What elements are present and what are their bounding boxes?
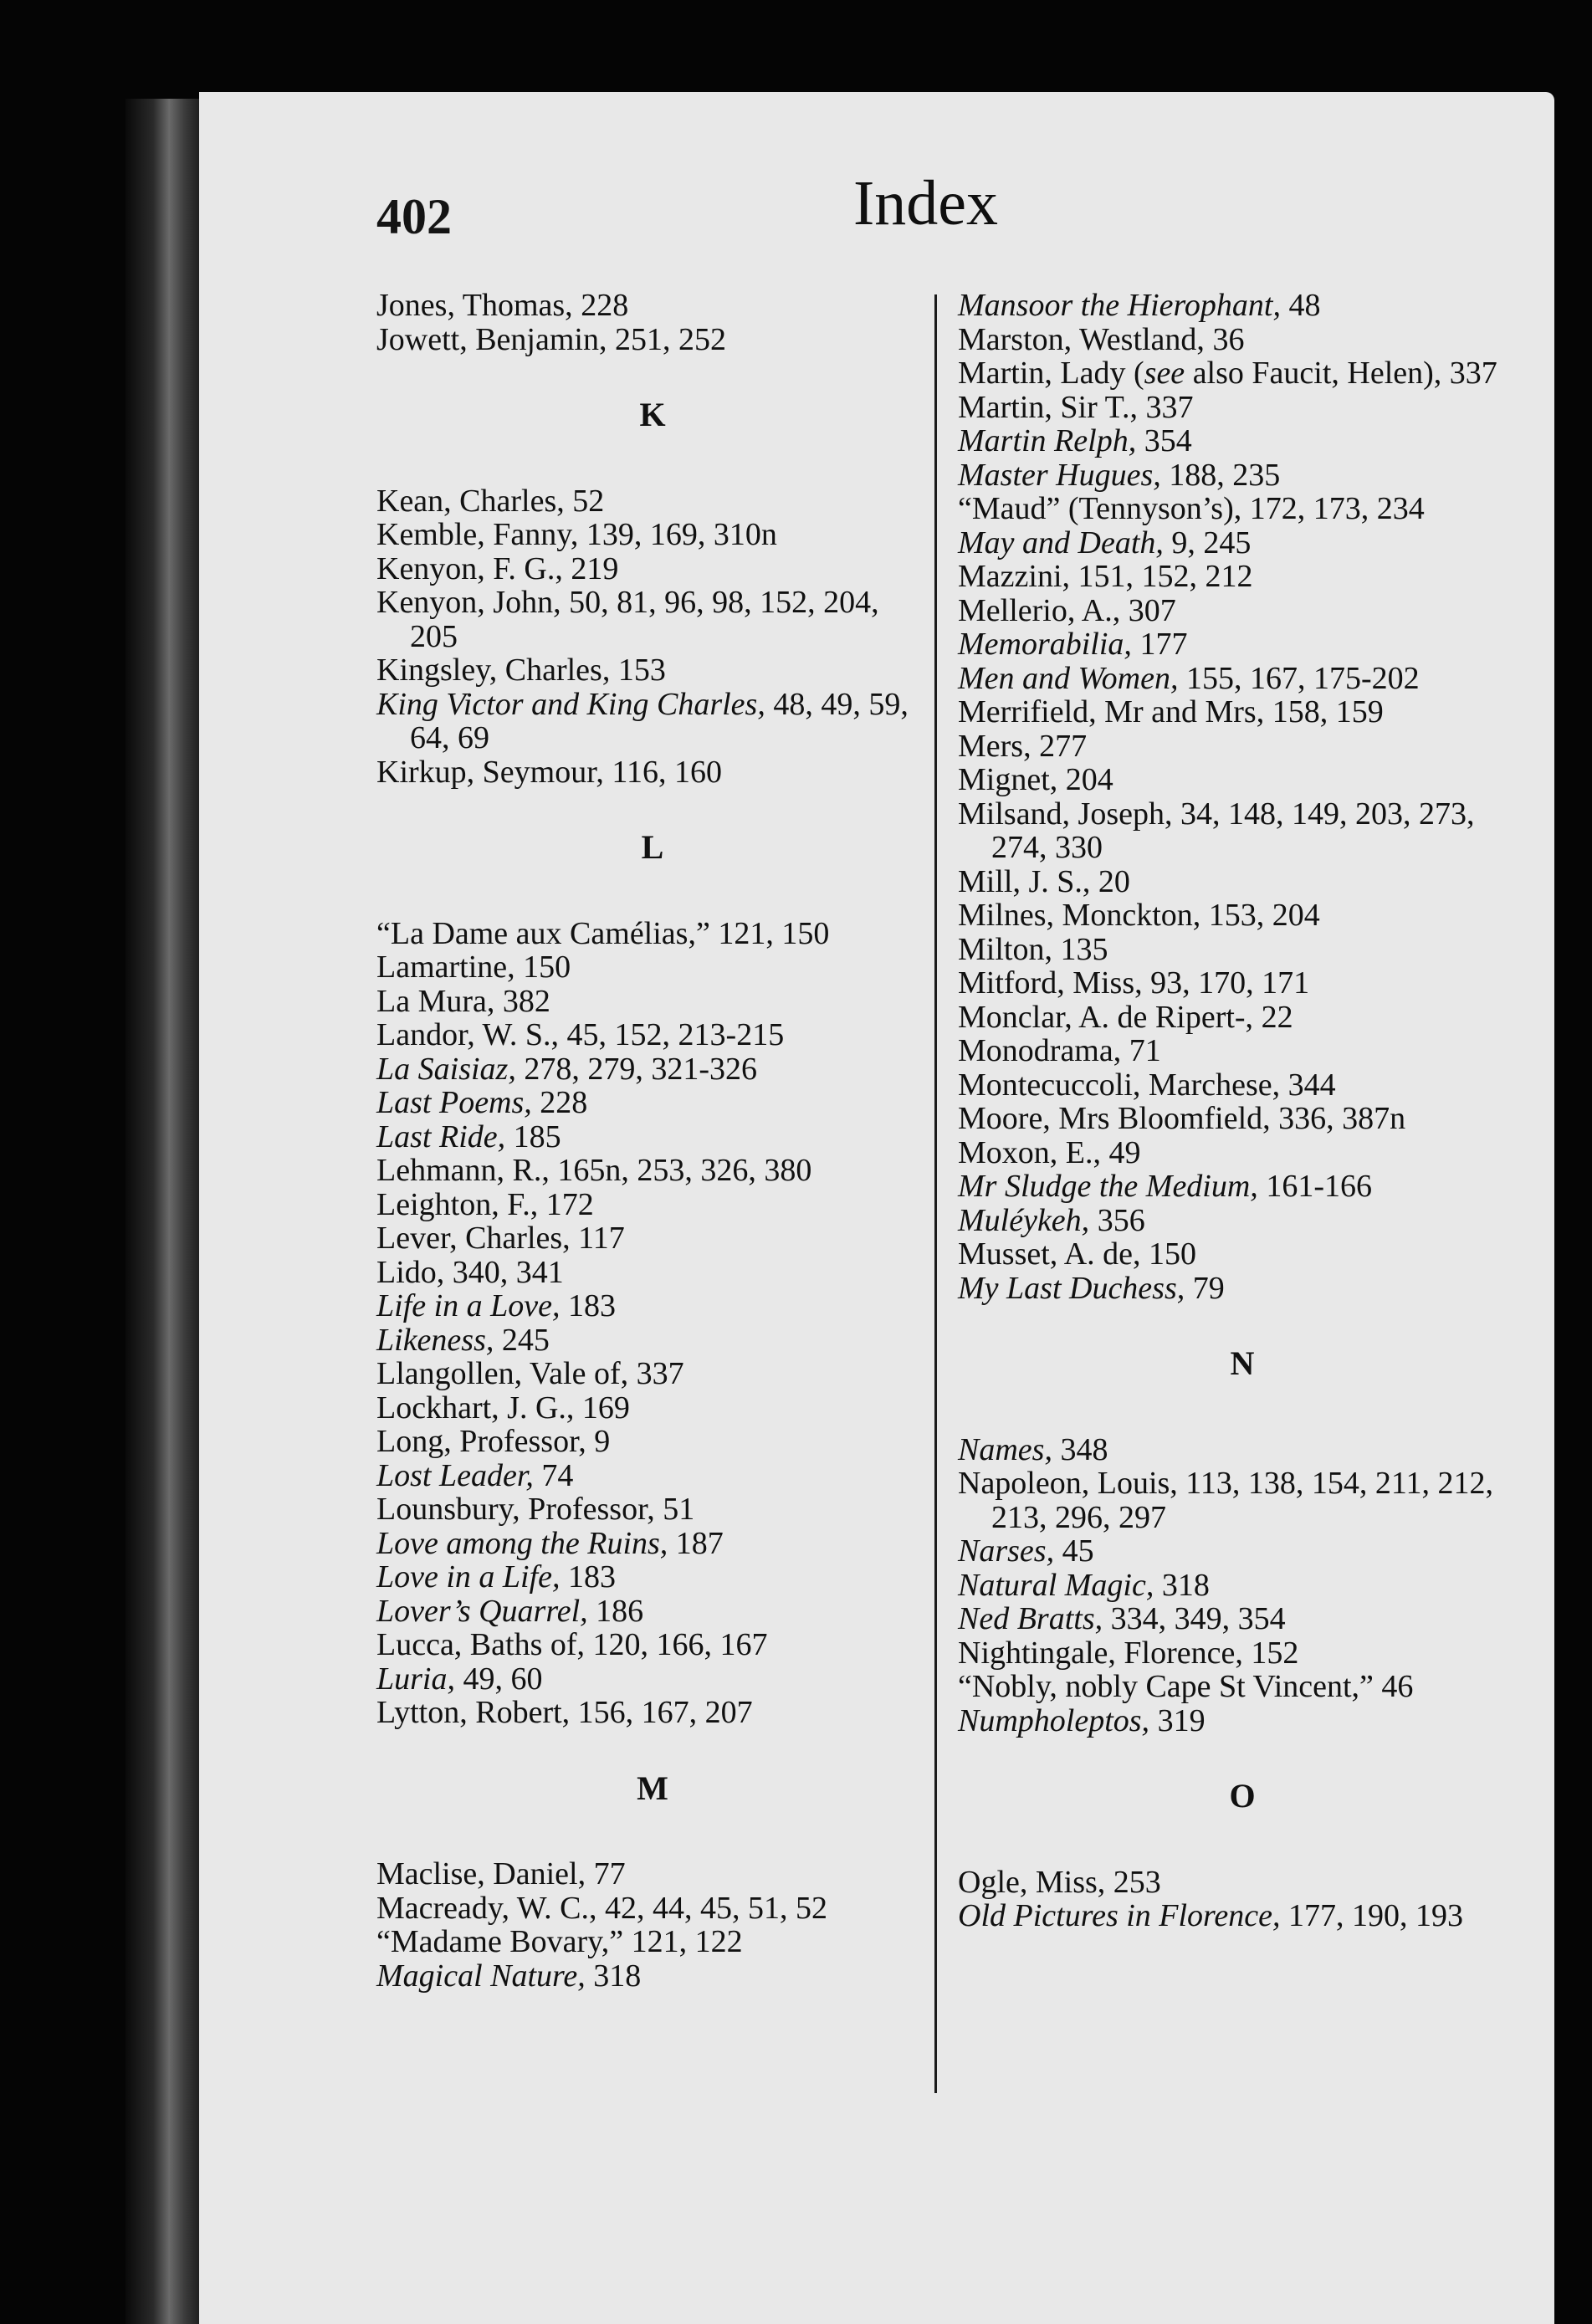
entry-title: Names, [958, 1431, 1052, 1467]
entry-name: “Madame Bovary,” [376, 1924, 624, 1959]
entry-name: Kenyon, John, [376, 585, 561, 620]
entry-title: Muléykeh, [958, 1202, 1090, 1238]
index-entry [376, 1527, 929, 1561]
entry-name: Lounsbury, Professor, [376, 1492, 655, 1527]
entry-name: Marston, Westland, [958, 321, 1205, 357]
entry-page-refs: 185 [513, 1118, 561, 1154]
entry-title: Love in a Life, [376, 1559, 561, 1595]
entry-page-refs: 165n, 253, 326, 380 [557, 1153, 812, 1188]
index-entry [958, 627, 1527, 662]
entry-page-refs: 382 [502, 983, 550, 1019]
index-entry [958, 1102, 1527, 1136]
entry-name: “Maud” (Tennyson’s), [958, 491, 1242, 526]
entry-page-refs: 150 [1149, 1236, 1196, 1272]
entry-name: Moore, Mrs Bloomfield, [958, 1101, 1271, 1136]
page-number: 402 [376, 189, 452, 244]
entry-name: Napoleon, Louis, [958, 1466, 1178, 1501]
entry-name: Leighton, F., [376, 1186, 539, 1222]
entry-page-refs: 278, 279, 321-326 [524, 1051, 757, 1087]
index-entry [958, 1670, 1527, 1704]
entry-page-refs: 74 [541, 1457, 574, 1493]
entry-page-refs: 228 [581, 288, 629, 323]
entry-page-refs: 121, 122 [631, 1924, 743, 1959]
index-entry [958, 356, 1527, 391]
entry-name: Lockhart, J. G., [376, 1390, 575, 1426]
entry-page-refs: 22 [1261, 999, 1293, 1035]
entry-name: Merrifield, Mr and Mrs, [958, 694, 1265, 729]
index-entry [958, 1534, 1527, 1569]
entry-page-refs: 153 [617, 653, 666, 688]
index-entry [958, 526, 1527, 561]
entry-page-refs: 139, 169, 310n [586, 517, 777, 552]
entry-page-refs: 52 [572, 483, 605, 519]
index-entry [376, 755, 929, 790]
index-entry [376, 1086, 929, 1120]
index-column-right [958, 289, 1527, 1933]
entry-page-refs: 334, 349, 354 [1110, 1601, 1286, 1636]
entry-name: Monclar, A. de Ripert-, [958, 999, 1254, 1035]
entry-page-refs: 318 [593, 1958, 642, 1994]
entry-page-refs: 307 [1128, 592, 1176, 628]
index-entry [958, 1899, 1527, 1933]
entry-name: Kingsley, Charles, [376, 653, 611, 688]
index-entry [958, 1034, 1527, 1068]
entry-title: Last Poems, [376, 1085, 532, 1120]
entry-page-refs: 9 [594, 1424, 611, 1459]
index-entry [376, 323, 929, 357]
entry-page-refs: 156, 167, 207 [577, 1695, 753, 1730]
entry-page-refs: 219 [571, 550, 619, 586]
page-title: Index [853, 168, 999, 238]
index-entry [958, 1866, 1527, 1900]
index-entry [376, 552, 929, 586]
section-letter: K [639, 396, 666, 433]
index-entry [958, 797, 1527, 865]
index-entry [376, 1391, 929, 1426]
entry-page-refs: 116, 160 [612, 754, 722, 790]
entry-page-refs: 337 [1449, 356, 1497, 391]
entry-page-refs: 113, 138, 154, 211, 212, 213, 296, 297 [991, 1466, 1493, 1535]
index-entry [958, 1204, 1527, 1238]
index-entry [958, 1136, 1527, 1170]
entry-name: Milsand, Joseph, [958, 796, 1173, 832]
entry-name: Kean, Charles, [376, 483, 565, 519]
entry-page-refs: 45 [1062, 1533, 1094, 1569]
section-letter: M [637, 1769, 668, 1807]
entry-name-cont: also Faucit, Helen), [1185, 356, 1442, 391]
entry-name: Llangollen, Vale of, [376, 1356, 629, 1391]
entry-page-refs: 177, 190, 193 [1288, 1898, 1464, 1933]
entry-page-refs: 187 [675, 1525, 724, 1561]
entry-page-refs: 356 [1097, 1202, 1145, 1238]
entry-page-refs: 158, 159 [1272, 694, 1384, 729]
index-entry [958, 458, 1527, 493]
index-entry [376, 1891, 929, 1926]
entry-name: “Nobly, nobly Cape St Vincent,” [958, 1669, 1374, 1704]
entry-title: Luria, [376, 1661, 455, 1697]
index-entry [958, 560, 1527, 594]
entry-page-refs: 135 [1060, 931, 1108, 967]
entry-page-refs: 318 [1161, 1567, 1210, 1603]
entry-page-refs: 183 [568, 1288, 617, 1323]
index-entry [958, 323, 1527, 357]
entry-page-refs: 77 [593, 1856, 626, 1891]
entry-name: Kirkup, Seymour, [376, 754, 604, 790]
entry-title: Martin Relph, [958, 423, 1137, 458]
index-entry [376, 289, 929, 323]
entry-page-refs: 49 [1108, 1134, 1141, 1170]
index-entry [376, 985, 929, 1019]
entry-title: La Saisiaz, [376, 1051, 516, 1087]
index-entry [958, 1602, 1527, 1636]
entry-page-refs: 46 [1381, 1669, 1414, 1704]
entry-name: Jowett, Benjamin, [376, 321, 607, 357]
index-column-left [376, 289, 929, 1993]
entry-page-refs: 153, 204 [1208, 898, 1320, 933]
entry-title: Lost Leader, [376, 1457, 534, 1493]
index-entry [958, 898, 1527, 933]
entry-name: Moxon, E., [958, 1134, 1101, 1170]
entry-page-refs: 117 [578, 1221, 625, 1256]
entry-name: Mazzini, [958, 559, 1071, 594]
entry-page-refs: 277 [1039, 728, 1088, 764]
index-entry [376, 1696, 929, 1730]
entry-title: My Last Duchess, [958, 1270, 1185, 1306]
entry-title: Memorabilia, [958, 627, 1132, 662]
entry-name: Montecuccoli, Marchese, [958, 1067, 1281, 1103]
section-letter: N [1230, 1344, 1255, 1382]
index-entry [376, 1018, 929, 1052]
entry-page-refs: 169 [581, 1390, 630, 1426]
index-entry [376, 1959, 929, 1994]
book-spine-shadow [125, 99, 205, 2324]
index-entry [376, 917, 929, 951]
entry-page-refs: 79 [1192, 1270, 1225, 1306]
entry-page-refs: 93, 170, 171 [1150, 965, 1310, 1001]
index-entry [958, 1467, 1527, 1534]
index-entry [958, 1237, 1527, 1272]
entry-page-refs: 150 [523, 950, 571, 985]
index-entry [958, 594, 1527, 628]
entry-page-refs: 337 [636, 1356, 684, 1391]
entry-name: Martin, Lady ( [958, 356, 1144, 391]
entry-title: Men and Women, [958, 660, 1179, 696]
entry-title: King Victor and King Charles, [376, 686, 765, 722]
entry-name: Lamartine, [376, 950, 515, 985]
entry-name: Maclise, Daniel, [376, 1856, 586, 1891]
entry-title: May and Death, [958, 525, 1164, 561]
entry-page-refs: 177 [1139, 627, 1188, 662]
entry-page-refs: 354 [1144, 423, 1192, 458]
entry-title: Narses, [958, 1533, 1055, 1569]
entry-name: Macready, W. C., [376, 1890, 597, 1926]
index-entry [958, 695, 1527, 729]
index-entry [958, 1636, 1527, 1671]
index-entry [958, 729, 1527, 764]
entry-page-refs: 340, 341 [452, 1254, 564, 1290]
column-divider [934, 294, 937, 2093]
entry-name: Landor, W. S., [376, 1017, 560, 1052]
entry-name: Lucca, Baths of, [376, 1627, 586, 1662]
entry-page-refs: 49, 60 [463, 1661, 543, 1697]
entry-page-refs: 120, 166, 167 [592, 1627, 768, 1662]
index-entry [376, 1357, 929, 1391]
entry-page-refs: 251, 252 [614, 321, 726, 357]
index-entry [376, 1459, 929, 1493]
index-entry [958, 289, 1527, 323]
index-entry [376, 688, 929, 755]
index-entry [958, 933, 1527, 967]
index-entry [376, 1925, 929, 1959]
entry-page-refs: 204 [1065, 762, 1113, 797]
entry-page-refs: 319 [1157, 1702, 1206, 1738]
entry-name: Mellerio, A., [958, 592, 1121, 628]
index-entry [376, 1188, 929, 1222]
entry-name: Mignet, [958, 762, 1058, 797]
entry-page-refs: 48, 49, 59, 64, 69 [410, 686, 909, 755]
index-entry [958, 1272, 1527, 1306]
index-entry [376, 1154, 929, 1188]
entry-name: Ogle, Miss, [958, 1864, 1106, 1900]
entry-title: Master Hugues, [958, 457, 1161, 493]
index-entry [958, 763, 1527, 797]
index-entry [958, 1433, 1527, 1467]
entry-title: Magical Nature, [376, 1958, 586, 1994]
entry-page-refs: 151, 152, 212 [1078, 559, 1253, 594]
index-entry [376, 1662, 929, 1697]
index-entry [376, 1221, 929, 1256]
entry-page-refs: 51 [663, 1492, 695, 1527]
index-entry [376, 1289, 929, 1323]
index-entry [958, 492, 1527, 526]
entry-page-refs: 155, 167, 175-202 [1186, 660, 1420, 696]
entry-title: Last Ride, [376, 1118, 506, 1154]
index-entry [958, 1569, 1527, 1603]
entry-name: Lever, Charles, [376, 1221, 571, 1256]
index-entry [376, 1857, 929, 1891]
entry-name: Lytton, Robert, [376, 1695, 571, 1730]
entry-name: Mill, J. S., [958, 863, 1091, 899]
entry-name: Milton, [958, 931, 1052, 967]
entry-name: Martin, Sir T., [958, 389, 1138, 425]
index-entry [376, 586, 929, 653]
entry-name: Kenyon, F. G., [376, 550, 563, 586]
entry-page-refs: 42, 44, 45, 51, 52 [604, 1890, 827, 1926]
index-entry [376, 484, 929, 519]
entry-page-refs: 186 [596, 1593, 644, 1629]
entry-page-refs: 36 [1212, 321, 1245, 357]
entry-name: Jones, Thomas, [376, 288, 573, 323]
entry-title: Numpholeptos, [958, 1702, 1150, 1738]
entry-page-refs: 152 [1251, 1635, 1299, 1671]
index-entry [376, 1425, 929, 1459]
entry-name: Lido, [376, 1254, 445, 1290]
index-entry [376, 950, 929, 985]
index-entry [958, 865, 1527, 899]
index-entry [376, 1052, 929, 1087]
index-entry [958, 424, 1527, 458]
entry-page-refs: 188, 235 [1169, 457, 1281, 493]
section-letter: L [641, 828, 664, 866]
entry-page-refs: 337 [1145, 389, 1194, 425]
entry-title: Mr Sludge the Medium, [958, 1169, 1258, 1204]
entry-page-refs: 228 [540, 1085, 588, 1120]
entry-page-refs: 48 [1288, 288, 1321, 323]
index-entry [958, 1704, 1527, 1738]
entry-name: Lehmann, R., [376, 1153, 550, 1188]
entry-page-refs: 172, 173, 234 [1249, 491, 1425, 526]
entry-name: Long, Professor, [376, 1424, 586, 1459]
index-entry [958, 1068, 1527, 1103]
entry-page-refs: 348 [1060, 1431, 1108, 1467]
index-entry [958, 1001, 1527, 1035]
section-letter: O [1229, 1777, 1256, 1815]
entry-name: Mitford, Miss, [958, 965, 1143, 1001]
entry-title: Natural Magic, [958, 1567, 1154, 1603]
entry-title: Love among the Ruins, [376, 1525, 668, 1561]
entry-name: Kemble, Fanny, [376, 517, 579, 552]
entry-page-refs: 336, 387n [1278, 1101, 1406, 1136]
entry-name: Milnes, Monckton, [958, 898, 1201, 933]
index-entry [958, 966, 1527, 1001]
entry-page-refs: 34, 148, 149, 203, 273, 274, 330 [991, 796, 1475, 865]
entry-title: Old Pictures in Florence, [958, 1898, 1281, 1933]
entry-page-refs: 45, 152, 213-215 [566, 1017, 785, 1052]
entry-page-refs: 245 [501, 1322, 550, 1358]
entry-page-refs: 9, 245 [1171, 525, 1252, 561]
index-entry [958, 391, 1527, 425]
index-entry [376, 1492, 929, 1527]
entry-page-refs: 253 [1113, 1864, 1161, 1900]
entry-see: see [1144, 356, 1185, 391]
index-entry [376, 1595, 929, 1629]
entry-title: Ned Bratts, [958, 1601, 1103, 1636]
entry-page-refs: 344 [1287, 1067, 1336, 1103]
entry-page-refs: 161-166 [1266, 1169, 1372, 1204]
entry-title: Life in a Love, [376, 1288, 561, 1323]
entry-name: “La Dame aux Camélias,” [376, 915, 710, 951]
entry-name: Nightingale, Florence, [958, 1635, 1243, 1671]
entry-page-refs: 183 [568, 1559, 617, 1595]
entry-name: Mers, [958, 728, 1031, 764]
index-entry [958, 662, 1527, 696]
entry-name: La Mura, [376, 983, 495, 1019]
entry-title: Mansoor the Hierophant, [958, 288, 1281, 323]
index-entry [376, 518, 929, 552]
index-entry [376, 1256, 929, 1290]
entry-title: Lover’s Quarrel, [376, 1593, 588, 1629]
index-entry [376, 653, 929, 688]
entry-page-refs: 172 [545, 1186, 594, 1222]
entry-page-refs: 20 [1098, 863, 1130, 899]
entry-page-refs: 50, 81, 96, 98, 152, 204, 205 [410, 585, 879, 654]
index-entry [376, 1560, 929, 1595]
entry-name: Monodrama, [958, 1033, 1122, 1068]
entry-title: Likeness, [376, 1322, 494, 1358]
index-entry [376, 1323, 929, 1358]
entry-name: Musset, A. de, [958, 1236, 1141, 1272]
entry-page-refs: 121, 150 [718, 915, 830, 951]
index-entry [958, 1170, 1527, 1204]
index-entry [376, 1120, 929, 1154]
index-entry [376, 1628, 929, 1662]
entry-page-refs: 71 [1129, 1033, 1161, 1068]
